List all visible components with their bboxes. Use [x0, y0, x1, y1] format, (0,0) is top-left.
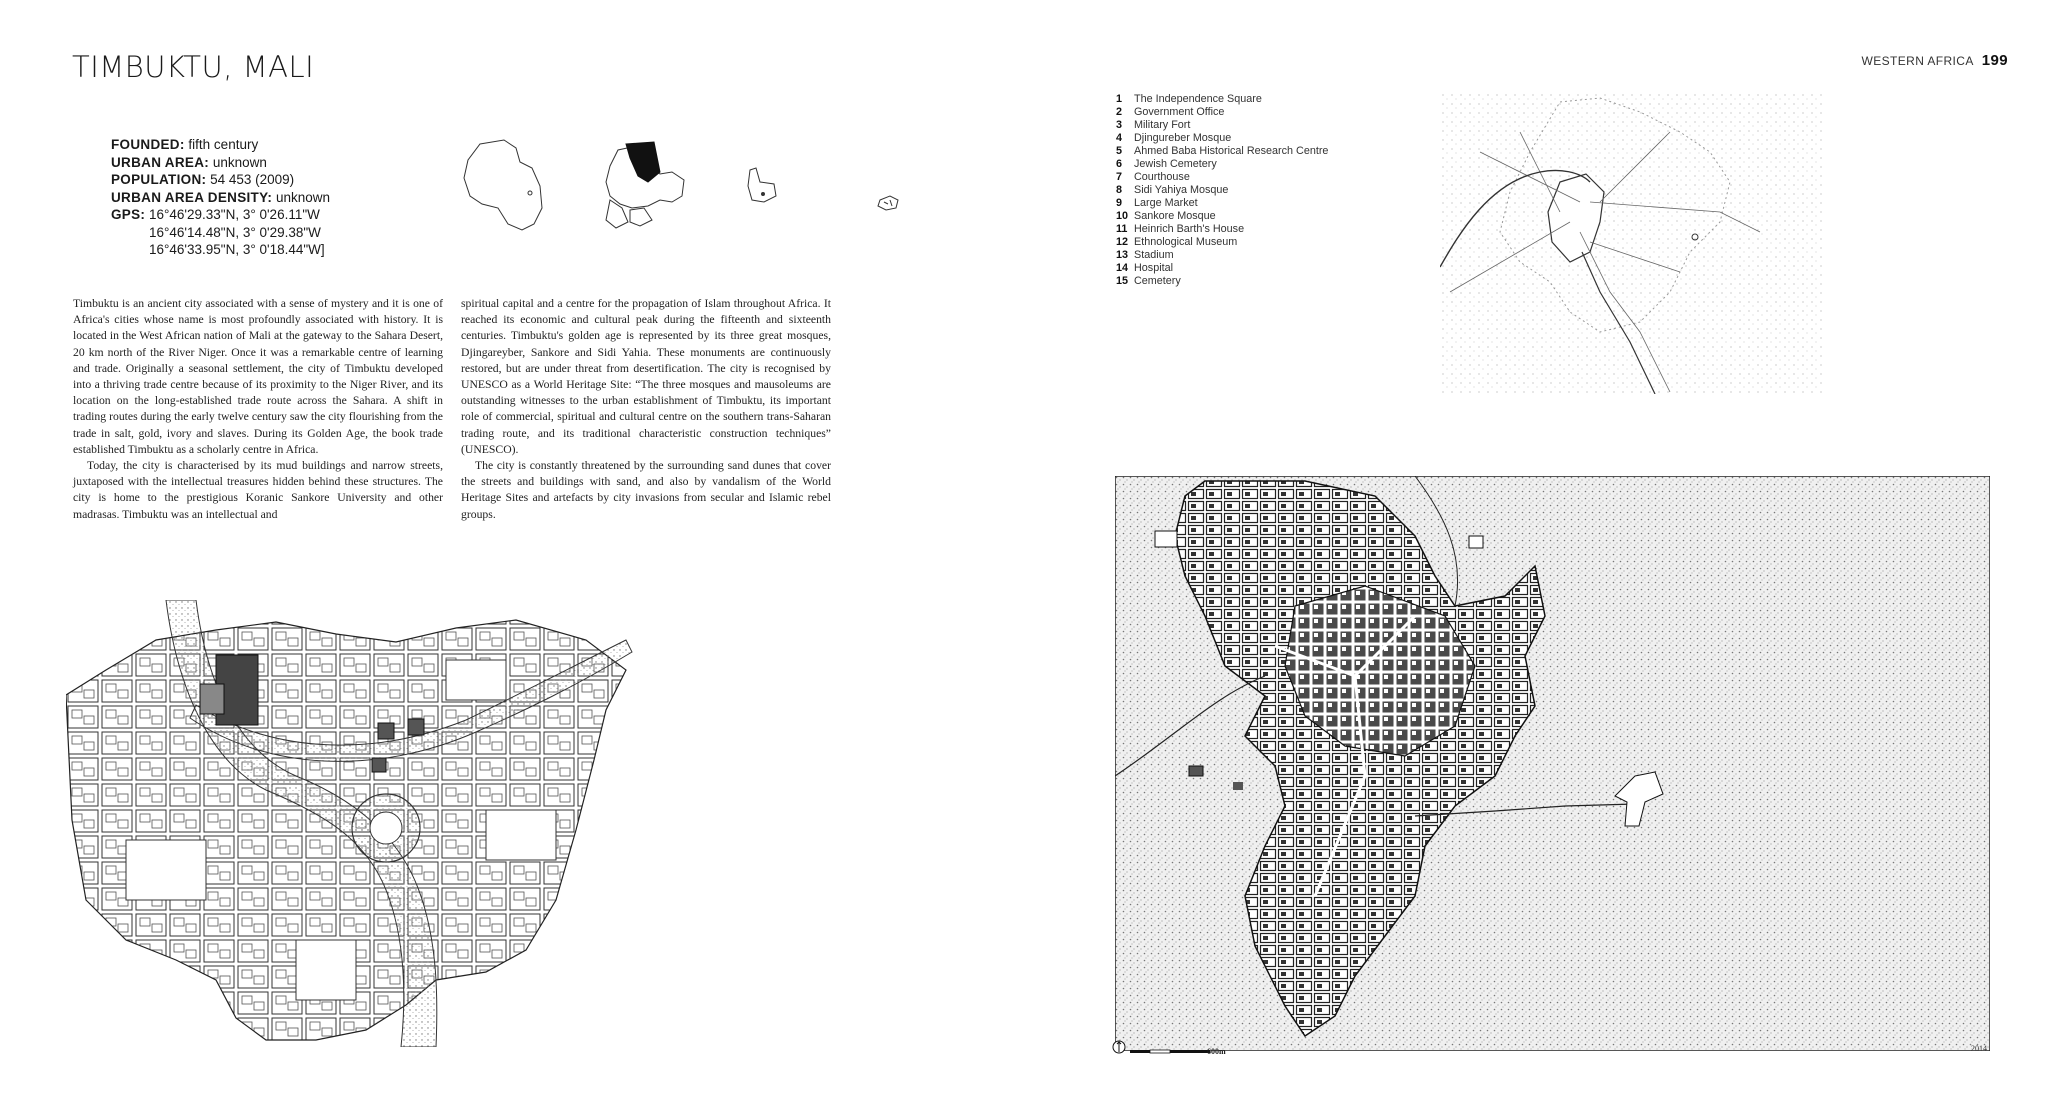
- legend-number: 10: [1116, 210, 1129, 222]
- legend-number: 9: [1116, 197, 1123, 209]
- legend-item: [1116, 236, 1328, 249]
- body-column-2: [461, 296, 831, 523]
- fact-label: GPS:: [111, 207, 146, 222]
- legend-number: 4: [1116, 132, 1123, 144]
- fact-gps: [111, 206, 330, 224]
- scale-bar: [1130, 1049, 1210, 1055]
- legend-label: Ahmed Baba Historical Research Centre: [1134, 145, 1329, 157]
- locator-map-country: [748, 168, 776, 202]
- legend-item: [1116, 106, 1328, 119]
- fact-box: [111, 136, 330, 259]
- legend-number: 5: [1116, 145, 1123, 157]
- legend-label: Courthouse: [1134, 171, 1190, 183]
- legend-number: 1: [1116, 93, 1123, 105]
- fact-label: FOUNDED:: [111, 137, 185, 152]
- section-name: WESTERN AFRICA: [1861, 54, 1974, 68]
- legend-item: [1116, 184, 1328, 197]
- legend-label: Cemetery: [1134, 275, 1181, 287]
- legend-item: [1116, 197, 1328, 210]
- legend-label: The Independence Square: [1134, 93, 1262, 105]
- body-paragraph: spiritual capital and a centre for the propagation of Islam throughout Africa. It reached its economic and cultural peak during the fifteenth and sixteenth centuries. Timbuktu's golden age is represented by its three great mosques, Djingareyber, Sankore and Sidi Yahia. These monuments are continuously restored, but are under threat from desertification. The city is recognised by UNESCO as a World Heritage Site: “The three mosques and mausoleums are outstanding witnesses to the urban establishment of Timbuktu, its important role of commercial, spiritual and cultural centre on the southern trans-Saharan trading route, and its traditional characteristic construction techniques” (UNESCO).: [461, 297, 831, 456]
- scale-label: 600m: [1207, 1047, 1226, 1056]
- street-plan-detail: [66, 600, 838, 1047]
- body-paragraph: The city is constantly threatened by the surrounding sand dunes that cover the streets and buildings with sand, and also by vandalism of the World Heritage Sites and artefacts by city invasions from secular and Islamic rebel groups.: [461, 459, 831, 521]
- fact-label: POPULATION:: [111, 172, 207, 187]
- locator-map-city: [878, 196, 898, 210]
- legend-number: 8: [1116, 184, 1123, 196]
- legend-number: 2: [1116, 106, 1123, 118]
- fact-value: 54 453 (2009): [210, 172, 295, 187]
- legend-label: Government Office: [1134, 106, 1225, 118]
- fact-value: fifth century: [188, 137, 259, 152]
- legend-label: Large Market: [1134, 197, 1198, 209]
- locator-map-africa: [464, 140, 542, 230]
- legend-item: [1116, 158, 1328, 171]
- legend-label: Heinrich Barth's House: [1134, 223, 1245, 235]
- body-paragraph: Timbuktu is an ancient city associated with a sense of mystery and it is one of Africa's cities whose name is most profoundly associated with history. It is located in the West African nation of Mali at the gateway to the Sahara Desert, 20 km north of the River Niger. Once it was a remarkable centre of learning and trade. Originally a seasonal settlement, the city of Timbuktu developed into a thriving trade centre because of its proximity to the Niger River, and its location on the long-established trade route across the Sahara. A shift in trading routes during the early twelve century saw the city flourishing from the trade in salt, gold, ivory and slaves. During its Golden Age, the book trade established Timbuktu as a scholarly centre in Africa.: [73, 297, 443, 456]
- fact-founded: [111, 136, 330, 154]
- fact-gps-2: 16°46'14.48"N, 3° 0'29.38"W: [149, 224, 321, 240]
- fact-value: 16°46'29.33"N, 3° 0'26.11"W: [148, 207, 320, 222]
- legend-item: [1116, 262, 1328, 275]
- legend-item: [1116, 132, 1328, 145]
- legend-number: 14: [1116, 262, 1129, 274]
- legend-number: 13: [1116, 249, 1129, 261]
- legend-label: Sankore Mosque: [1134, 210, 1216, 222]
- fact-label: URBAN AREA DENSITY:: [111, 189, 273, 205]
- fact-value: unknown: [275, 189, 331, 205]
- overview-plan: [1440, 92, 1823, 394]
- legend-number: 3: [1116, 119, 1123, 131]
- legend-item: [1116, 119, 1328, 132]
- locator-maps: [460, 138, 900, 248]
- fact-gps-3: 16°46'33.95"N, 3° 0'18.44"W]: [149, 242, 325, 257]
- fact-population: [111, 171, 330, 189]
- legend-item: [1116, 93, 1328, 106]
- locator-map-region: [606, 142, 684, 228]
- running-head: [1861, 52, 2008, 69]
- legend-item: [1116, 275, 1328, 288]
- legend-number: 6: [1116, 158, 1123, 170]
- legend-label: Military Fort: [1134, 119, 1191, 131]
- legend-number: 15: [1116, 275, 1129, 287]
- fact-density: [111, 189, 330, 207]
- legend-label: Stadium: [1134, 249, 1174, 261]
- map-year: 2014: [1971, 1044, 1987, 1053]
- legend-item: [1116, 249, 1328, 262]
- fact-label: URBAN AREA:: [111, 154, 210, 170]
- north-arrow-icon: [1112, 1040, 1126, 1054]
- legend-number: 12: [1116, 236, 1129, 248]
- legend-number: 11: [1116, 223, 1128, 235]
- legend-item: [1116, 145, 1328, 158]
- legend-number: 7: [1116, 171, 1123, 183]
- page-number: 199: [1981, 52, 2008, 69]
- legend-item: [1116, 210, 1328, 223]
- legend-label: Djingureber Mosque: [1134, 132, 1232, 144]
- legend-label: Sidi Yahiya Mosque: [1134, 184, 1229, 196]
- page-title: TIMBUKTU, MALI: [72, 50, 315, 84]
- body-column-1: [73, 296, 443, 523]
- fact-urban-area: [111, 154, 330, 172]
- body-paragraph: Today, the city is characterised by its mud buildings and narrow streets, juxtaposed with the intellectual treasures hidden behind these structures. The city is home to the prestigious Koranic Sankore University and other madrasas. Timbuktu was an intellectual and: [73, 459, 443, 521]
- legend-item: [1116, 171, 1328, 184]
- legend-label: Jewish Cemetery: [1134, 158, 1217, 170]
- legend-label: Ethnological Museum: [1134, 236, 1238, 248]
- fact-value: unknown: [212, 154, 267, 170]
- figure-ground-plan: [1115, 476, 1990, 1051]
- legend-item: [1116, 223, 1328, 236]
- map-legend: [1116, 93, 1328, 288]
- legend-label: Hospital: [1134, 262, 1174, 274]
